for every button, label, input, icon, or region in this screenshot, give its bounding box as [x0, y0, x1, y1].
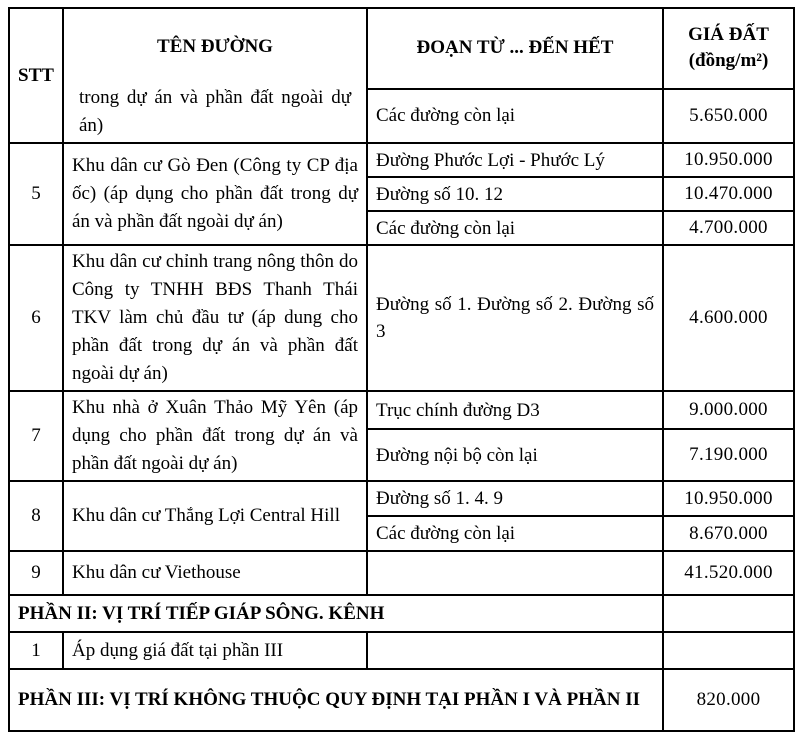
price-cell: 7.190.000: [663, 429, 794, 481]
name-cell: Khu dân cư Thắng Lợi Central Hill: [63, 481, 367, 551]
part2-row-1: [9, 632, 794, 669]
empty-price-cell: [663, 632, 794, 669]
price-cell: 4.600.000: [663, 245, 794, 391]
table-row-5: [9, 143, 794, 177]
header-gia-dat-line2: (đồng/m²): [688, 50, 769, 72]
stt-cell: 7: [9, 391, 63, 481]
part2-header-row: [9, 595, 794, 632]
stt-cell: 5: [9, 143, 63, 245]
segment-cell: Các đường còn lại: [367, 211, 663, 245]
header-gia-dat-line1: GIÁ ĐẤT: [688, 24, 769, 46]
name-cell: Khu dân cư Viethouse: [63, 551, 367, 595]
name-cell: Khu nhà ở Xuân Thảo Mỹ Yên (áp dụng cho phần đất trong dự án và phần đất ngoài dự án): [63, 391, 367, 481]
table-header-row: [9, 8, 794, 89]
price-cell: 5.650.000: [663, 89, 794, 143]
price-cell: 4.700.000: [663, 211, 794, 245]
empty-price-cell: [663, 595, 794, 632]
price-cell: 10.470.000: [663, 177, 794, 211]
table-row-8: [9, 481, 794, 516]
name-cell: Khu dân cư chỉnh trang nông thôn do Công ty TNHH BĐS Thanh Thái TKV làm chủ đầu tư (áp dung cho phần đất trong dự án và phần đất ngoài dự án): [63, 245, 367, 391]
price-cell: 10.950.000: [663, 481, 794, 516]
empty-segment-cell: [367, 551, 663, 595]
price-cell: 41.520.000: [663, 551, 794, 595]
segment-cell: Đường số 10. 12: [367, 177, 663, 211]
part3-row: [9, 669, 794, 731]
segment-cell: Các đường còn lại: [367, 89, 663, 143]
price-cell: 820.000: [663, 669, 794, 731]
stt-cell: 6: [9, 245, 63, 391]
header-cell-gia-dat: [663, 8, 794, 89]
continuation-name-text: trong dự án và phần đất ngoài dự án): [79, 87, 351, 136]
stt-cell: 1: [9, 632, 63, 669]
price-cell: 9.000.000: [663, 391, 794, 429]
segment-cell: Các đường còn lại: [367, 516, 663, 551]
segment-cell: Đường Phước Lợi - Phước Lý: [367, 143, 663, 177]
segment-cell: Đường nội bộ còn lại: [367, 429, 663, 481]
land-price-table: [8, 7, 795, 732]
part2-title: PHẦN II: VỊ TRÍ TIẾP GIÁP SÔNG. KÊNH: [9, 595, 663, 632]
stt-cell: 8: [9, 481, 63, 551]
header-cell-doan: ĐOẠN TỪ ... ĐẾN HẾT: [367, 8, 663, 89]
stt-cell: 9: [9, 551, 63, 595]
name-cell: Khu dân cư Gò Đen (Công ty CP địa ốc) (áp dụng cho phần đất trong dự án và phần đất ngoài dự án): [63, 143, 367, 245]
table-row-9: [9, 551, 794, 595]
part3-title: PHẦN III: VỊ TRÍ KHÔNG THUỘC QUY ĐỊNH TẠI PHẦN I VÀ PHẦN II: [9, 669, 663, 731]
header-cell-ten-duong: [63, 8, 367, 143]
segment-cell: Đường số 1. 4. 9: [367, 481, 663, 516]
empty-segment-cell: [367, 632, 663, 669]
header-ten-duong-label: TÊN ĐƯỜNG: [157, 36, 273, 57]
segment-cell: Trục chính đường D3: [367, 391, 663, 429]
header-cell-stt: [9, 8, 63, 143]
header-stt-label: STT: [18, 64, 54, 86]
name-cell: Áp dụng giá đất tại phần III: [63, 632, 367, 669]
table-row-6: [9, 245, 794, 391]
table-row-7: [9, 391, 794, 429]
segment-cell: Đường số 1. Đường số 2. Đường số 3: [367, 245, 663, 391]
price-cell: 8.670.000: [663, 516, 794, 551]
price-cell: 10.950.000: [663, 143, 794, 177]
